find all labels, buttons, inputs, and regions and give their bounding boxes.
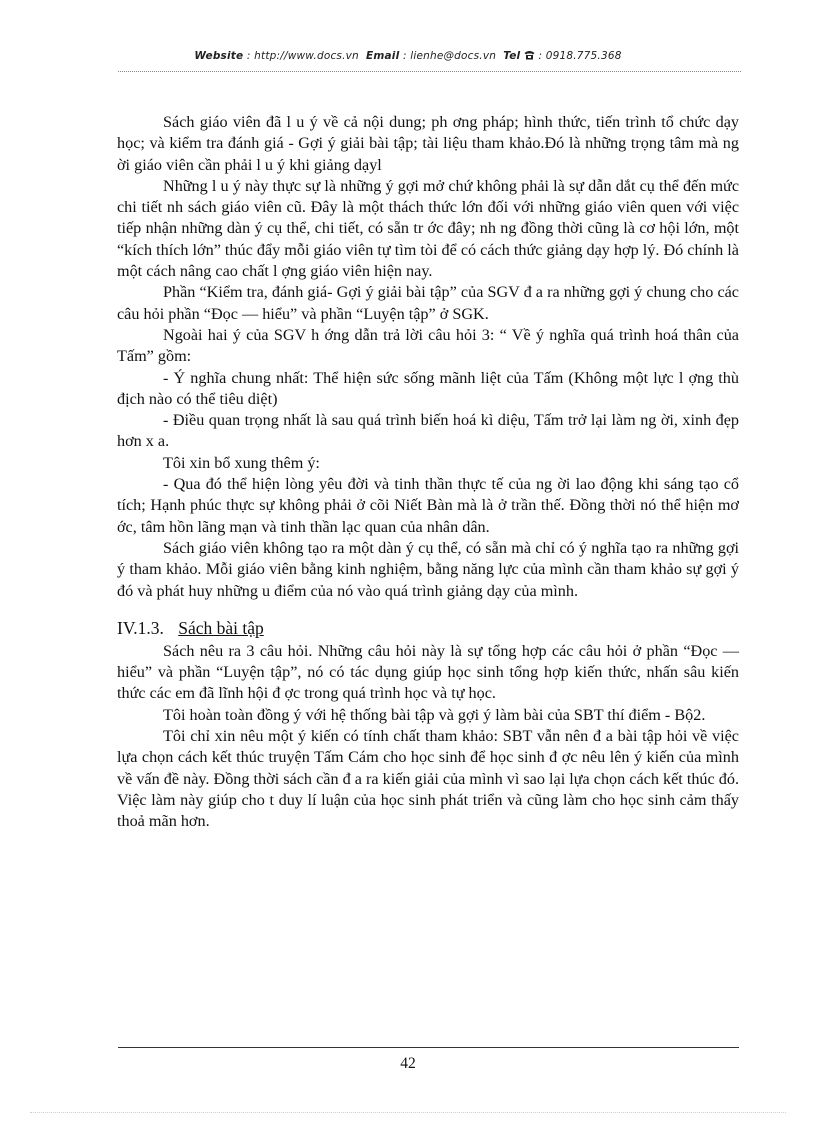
- paragraph: Tôi xin bổ xung thêm ý:: [163, 453, 320, 472]
- section-number: IV.1.3.: [117, 617, 164, 638]
- phone-icon: [524, 50, 539, 62]
- email-label: Email: [365, 50, 400, 62]
- page-number: 42: [400, 1055, 416, 1072]
- paragraph: - Ý nghĩa chung nhất: Thể hiện sức sống mãnh liệt của Tấm (Không một lực l ợng thù địch nào có thể tiêu diệt): [117, 368, 739, 408]
- paragraph: Sách nêu ra 3 câu hỏi. Những câu hỏi này là sự tổng hợp các câu hỏi ở phần “Đọc — hiểu” và phần “Luyện tập”, nó có tác dụng giúp học sinh tổng hợp kiến thức, nhấn sâu kiến thức các em đã lĩnh hội đ ợc trong quá trình học và tự học.: [117, 641, 739, 703]
- paragraph: Ngoài hai ý của SGV h ớng dẫn trả lời câu hỏi 3: “ Về ý nghĩa quá trình hoá thân của Tấm” gồm:: [117, 325, 739, 366]
- website-value: : http://www.docs.vn: [246, 50, 359, 62]
- document-body: [117, 112, 739, 833]
- paragraph: Sách giáo viên không tạo ra một dàn ý cụ thể, có sẵn mà chỉ có ý nghĩa tạo ra những gợi ý tham khảo. Mỗi giáo viên bằng kinh nghiệm, bằng năng lực của mình cần tham khảo sự gợi ý đó và phát huy những u điểm của nó vào quá trình giảng dạy của mình.: [117, 538, 739, 600]
- paragraph: Tôi chỉ xin nêu một ý kiến có tính chất tham khảo: SBT vẫn nên đ a bài tập hỏi về việc lựa chọn cách kết thúc truyện Tấm Cám cho học sinh để học sinh đ ợc nêu lên ý kiến của mình về vấn đề này. Đồng thời sách cần đ a ra kiến giải của mình vì sao lại lựa chọn cách kết thúc đó. Việc làm này giúp cho t duy lí luận của học sinh phát triển và cũng làm cho học sinh cảm thấy thoả mãn hơn.: [117, 727, 739, 831]
- bottom-divider: [30, 1112, 786, 1113]
- tel-value: : 0918.775.368: [538, 50, 622, 62]
- page-header: [0, 50, 816, 62]
- header-divider: [118, 71, 741, 72]
- section-heading: [117, 617, 739, 640]
- paragraph: - Qua đó thể hiện lòng yêu đời và tinh thần thực tế của ng ời lao động khi sáng tạo cổ tích; Hạnh phúc thực sự không phải ở cõi Niết Bàn mà là ở trần thế. Đồng thời nó thể hiện mơ ớc, tâm hồn lãng mạn và tinh thần lạc quan của nhân dân.: [117, 475, 739, 536]
- paragraph: - Điều quan trọng nhất là sau quá trình biến hoá kì diệu, Tấm trở lại làm ng ời, xinh đẹp hơn x a.: [117, 411, 739, 451]
- paragraph: Phần “Kiểm tra, đánh giá- Gợi ý giải bài tập” của SGV đ a ra những gợi ý chung cho các câu hỏi phần “Đọc — hiểu” và phần “Luyện tập” ở SGK.: [117, 283, 739, 323]
- paragraph: Tôi hoàn toàn đồng ý với hệ thống bài tập và gợi ý làm bài của SBT thí điểm - Bộ2.: [163, 705, 706, 724]
- tel-label: Tel: [503, 50, 521, 62]
- footer-divider: [118, 1047, 739, 1048]
- section-title: Sách bài tập: [178, 617, 264, 638]
- paragraph: Những l u ý này thực sự là những ý gợi mở chứ không phải là sự dẫn dắt cụ thể đến mức chi tiết nh sách giáo viên cũ. Đây là một thách thức lớn đối với những giáo viên quen với việc tiếp nhận những dàn ý cụ thể, chi tiết, có sẵn tr ớc đây; nh ng đồng thời cũng là cơ hội lớn, một “kích thích lớn” thúc đẩy mỗi giáo viên tự tìm tòi để có cách thức giảng dạy hợp lý. Đó chính là một cách nâng cao chất l ợng giáo viên hiện nay.: [117, 176, 739, 281]
- website-label: Website: [194, 50, 244, 62]
- paragraph: Sách giáo viên đã l u ý về cả nội dung; ph ơng pháp; hình thức, tiến trình tổ chức dạy học; và kiểm tra đánh giá - Gợi ý giải bài tập; tài liệu tham khảo.Đó là những trọng tâm mà ng ời giáo viên cần phải l u ý khi giảng dạyl: [117, 113, 739, 174]
- email-value: : lienhe@docs.vn: [402, 50, 497, 62]
